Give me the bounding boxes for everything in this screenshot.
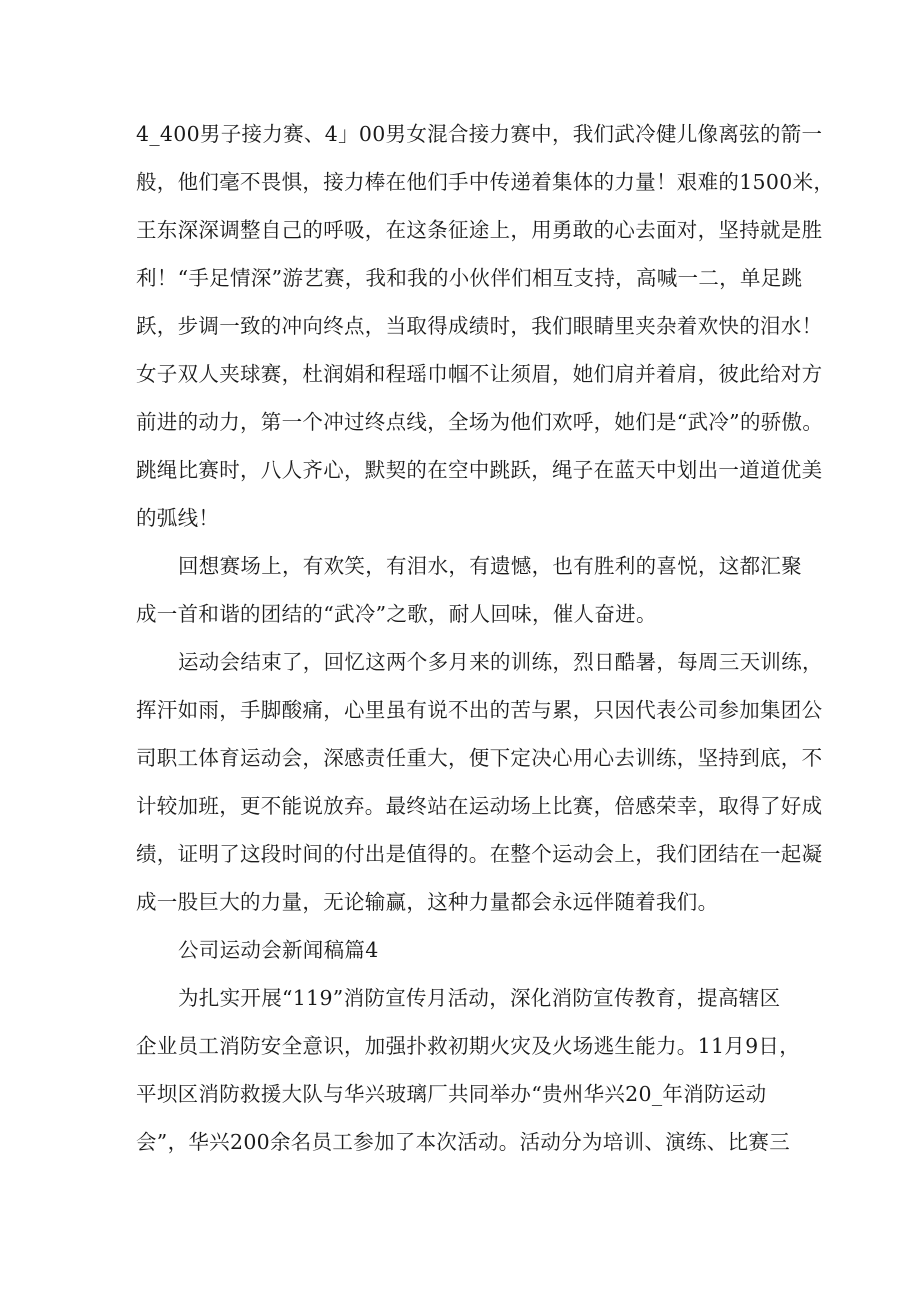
text-line: 绩，证明了这段时间的付出是值得的。在整个运动会上，我们团结在一起凝: [136, 842, 823, 866]
text-line: 的弧线！: [136, 506, 220, 530]
text-line: 利！“手足情深”游艺赛，我和我的小伙伴们相互支持，高喊一二，单足跳: [136, 266, 803, 290]
text-line: 般，他们毫不畏惧，接力棒在他们手中传递着集体的力量！艰难的1500米，: [136, 170, 835, 194]
text-line: 跳绳比赛时，八人齐心，默契的在空中跳跃，绳子在蓝天中划出一道道优美: [136, 458, 823, 482]
text-line: 司职工体育运动会，深感责任重大，便下定决心用心去训练，坚持到底，不: [136, 746, 823, 770]
text-line: 平坝区消防救援大队与华兴玻璃厂共同举办“贵州华兴20_年消防运动: [136, 1082, 767, 1106]
text-line: 4_400男子接力赛、4」00男女混合接力赛中，我们武冷健儿像离弦的箭一: [136, 122, 823, 146]
text-line: 女子双人夹球赛，杜润娟和程瑶巾帼不让须眉，她们肩并着肩，彼此给对方: [136, 362, 823, 386]
text-line: 企业员工消防安全意识，加强扑救初期火灾及火场逃生能力。11月9日，: [136, 1034, 801, 1058]
text-line: 成一股巨大的力量，无论输赢，这种力量都会永远伴随着我们。: [136, 890, 719, 914]
paragraph-first-line: 回想赛场上，有欢笑，有泪水，有遗憾，也有胜利的喜悦，这都汇聚: [178, 554, 802, 578]
paragraph-first-line: 为扎实开展“119”消防宣传月活动，深化消防宣传教育，提高辖区: [178, 986, 781, 1010]
section-heading: 公司运动会新闻稿篇4: [178, 938, 379, 962]
text-line: 跃，步调一致的冲向终点，当取得成绩时，我们眼睛里夹杂着欢快的泪水！: [136, 314, 823, 338]
text-line: 前进的动力，第一个冲过终点线，全场为他们欢呼，她们是“武冷”的骄傲。: [136, 410, 824, 434]
text-line: 会”，华兴200余名员工参加了本次活动。活动分为培训、演练、比赛三: [136, 1130, 791, 1154]
paragraph-first-line: 运动会结束了，回忆这两个多月来的训练，烈日酷暑，每周三天训练，: [178, 650, 823, 674]
text-line: 挥汗如雨，手脚酸痛，心里虽有说不出的苦与累，只因代表公司参加集团公: [136, 698, 823, 722]
text-line: 计较加班，更不能说放弃。最终站在运动场上比赛，倍感荣幸，取得了好成: [136, 794, 823, 818]
text-line: 成一首和谐的团结的“武冷”之歌，耐人回味，催人奋进。: [136, 602, 657, 626]
text-line: 王东深深调整自己的呼吸，在这条征途上，用勇敢的心去面对，坚持就是胜: [136, 218, 823, 242]
